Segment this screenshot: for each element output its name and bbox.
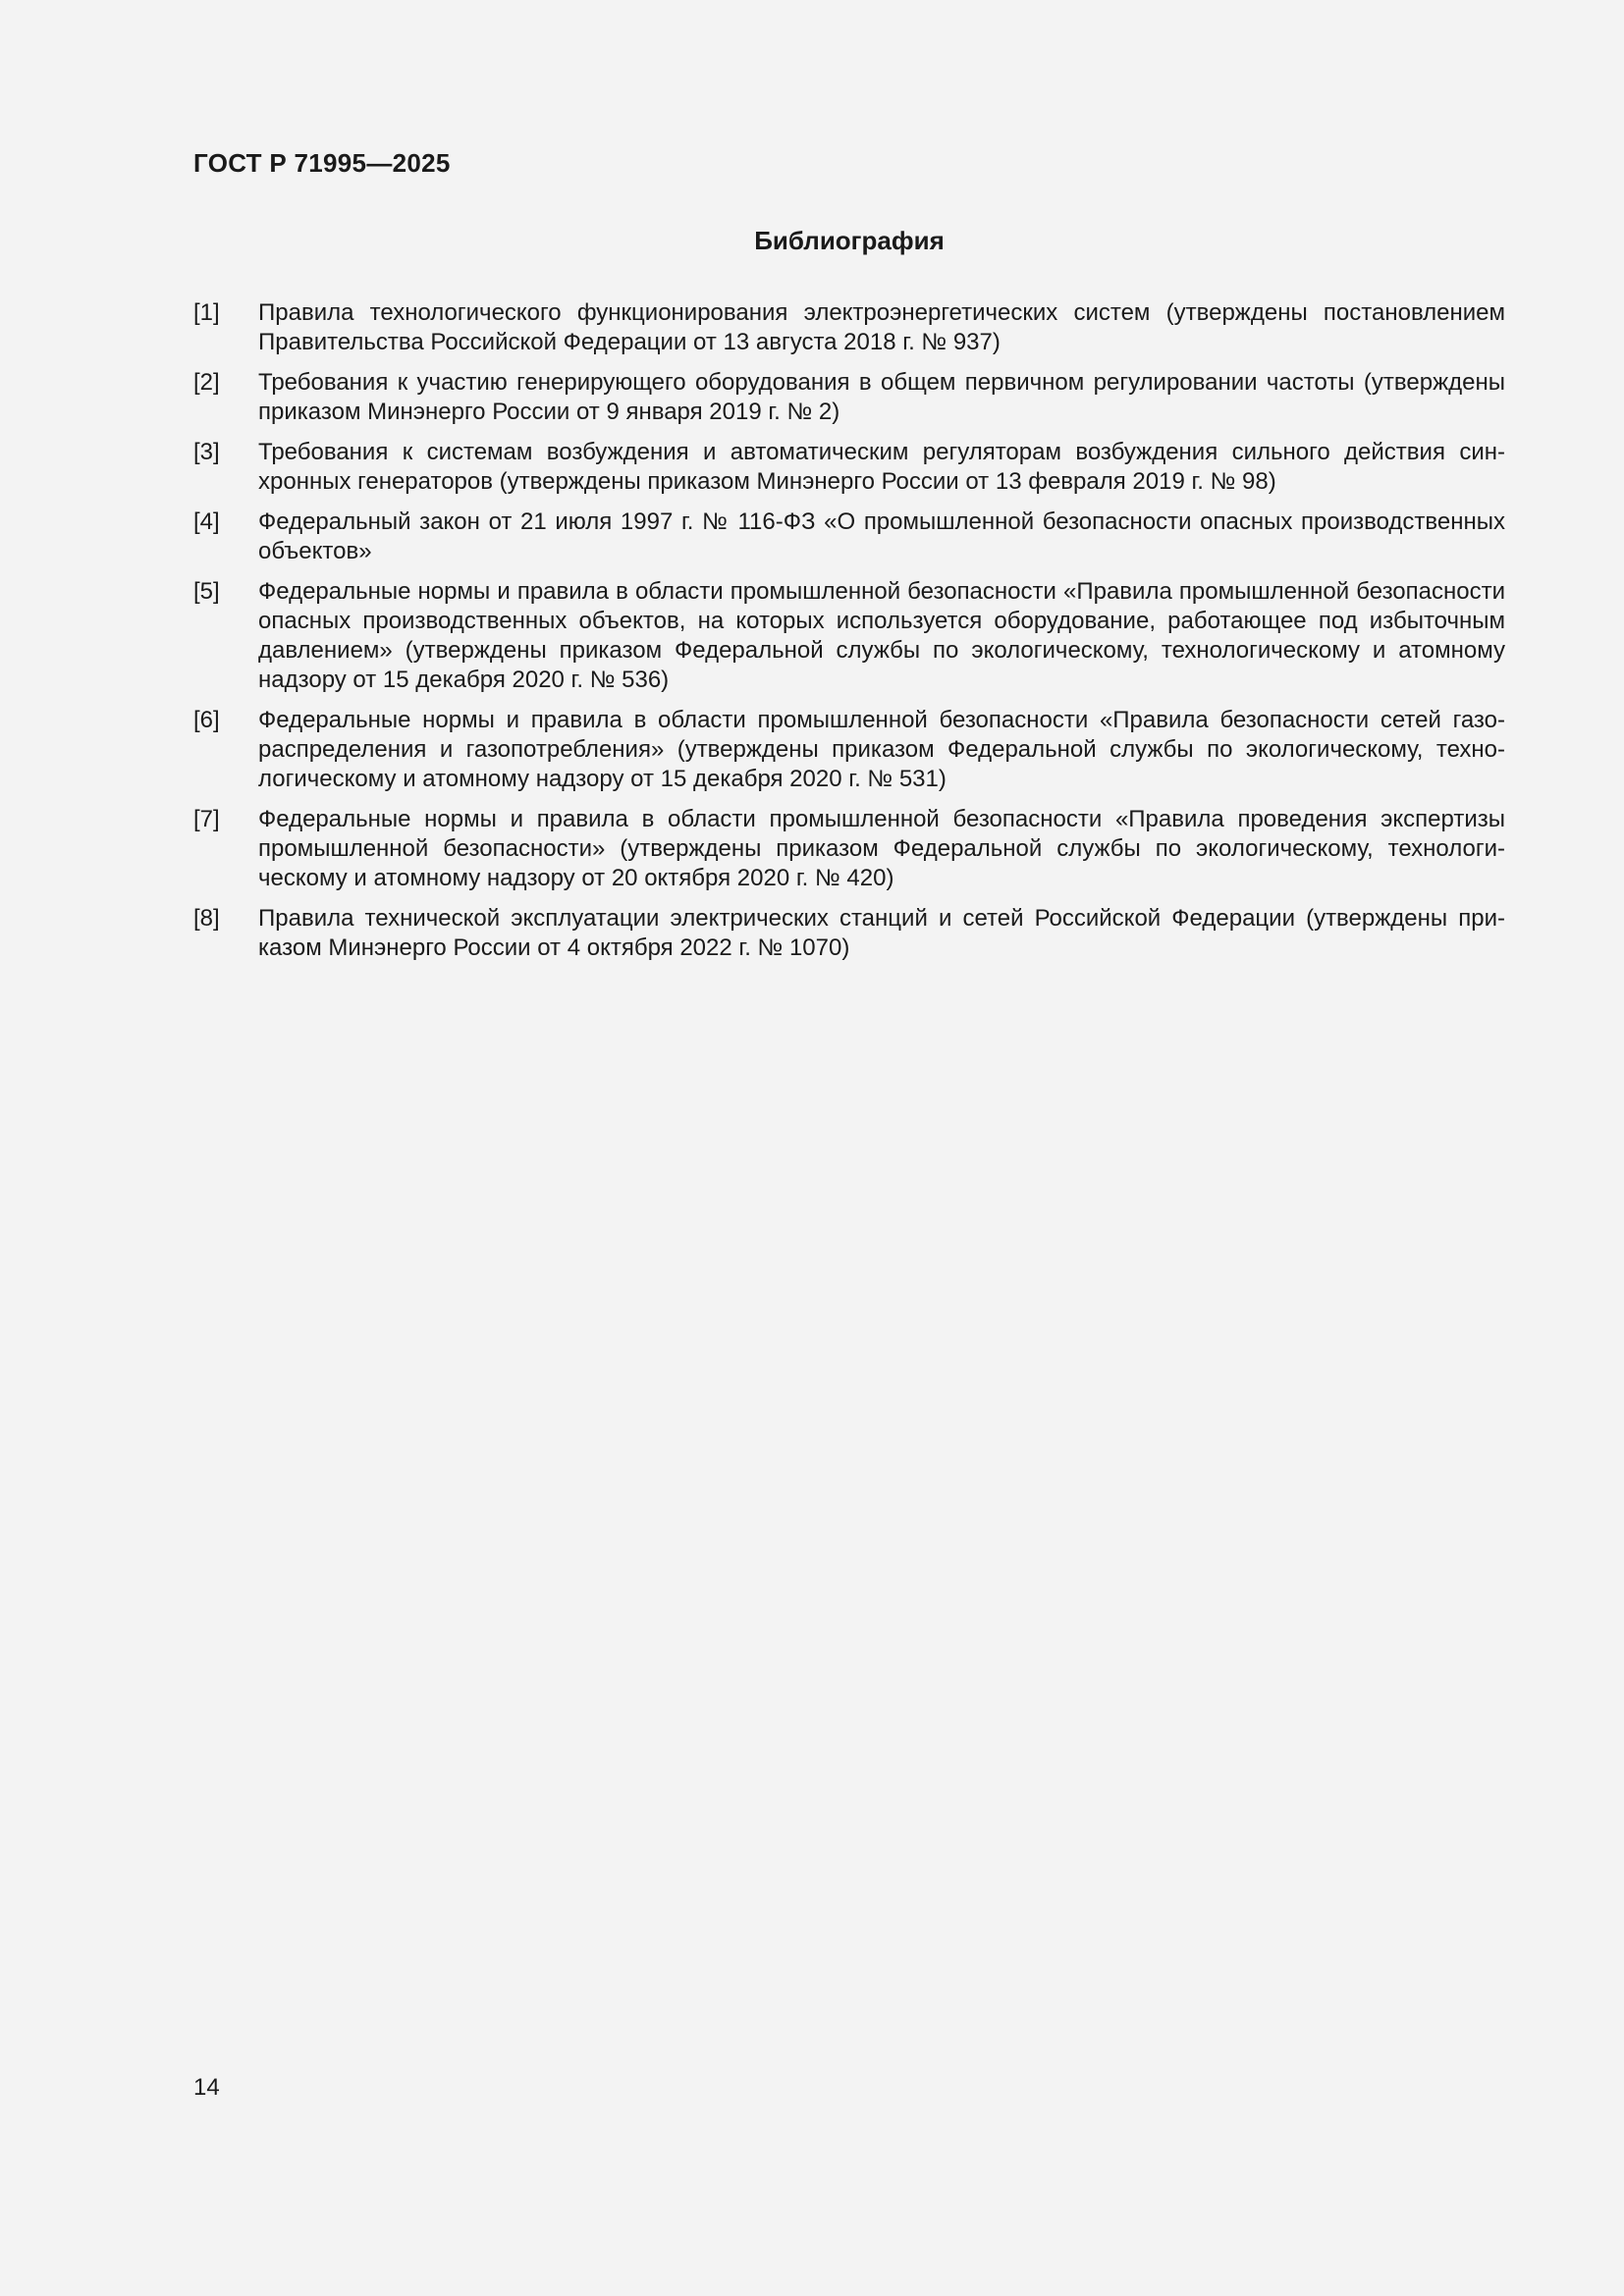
bibliography-entry	[193, 507, 1505, 566]
bibliography-entry-number: [8]	[193, 905, 220, 932]
bibliography-entry	[193, 368, 1505, 427]
document-code: ГОСТ Р 71995—2025	[193, 148, 451, 178]
bibliography-entry-text: Федеральные нормы и правила в области промышленной безопасности «Правила промышленной безопасности опасных производственных объектов, на которых используется оборудование, работающее под избыточным давлением» (утверждены приказом Федеральной службы по экологическому, технологическому и атомному надзору от 15 декабря 2020 г. № 536)	[258, 578, 1505, 693]
bibliography-entry	[193, 706, 1505, 794]
bibliography-entry-number: [7]	[193, 806, 220, 832]
bibliography-entry-text: Федеральные нормы и правила в области промышленной безопасности «Правила проведения экспертизы промышленной безопасности» (утверждены приказом Федеральной службы по экологическому, технологическому и атомному надзору от 20 октября 2020 г. № 420)	[258, 806, 1505, 891]
section-title: Библиография	[754, 226, 945, 255]
bibliography-entry-number: [2]	[193, 369, 220, 396]
bibliography-entry-text: Правила технологического функционирования электроэнергетических систем (утверждены постановлением Правительства Российской Федерации от 13 августа 2018 г. № 937)	[258, 299, 1505, 355]
bibliography-entry-text: Требования к системам возбуждения и автоматическим регуляторам возбуждения сильного действия синхронных генераторов (утверждены приказом Минэнерго России от 13 февраля 2019 г. № 98)	[258, 439, 1505, 495]
bibliography-entry	[193, 438, 1505, 497]
bibliography-entry-number: [3]	[193, 439, 220, 465]
bibliography-entry	[193, 577, 1505, 695]
page-number: 14	[193, 2074, 220, 2101]
bibliography-list	[193, 298, 1505, 974]
bibliography-entry-text: Федеральный закон от 21 июля 1997 г. № 116-ФЗ «О промышленной безопасности опасных производственных объектов»	[258, 508, 1505, 564]
bibliography-entry-number: [5]	[193, 578, 220, 605]
bibliography-entry-number: [1]	[193, 299, 220, 326]
bibliography-entry	[193, 805, 1505, 893]
bibliography-entry-number: [4]	[193, 508, 220, 535]
bibliography-entry-text: Правила технической эксплуатации электрических станций и сетей Российской Федерации (утверждены приказом Минэнерго России от 4 октября 2022 г. № 1070)	[258, 905, 1505, 961]
bibliography-entry-text: Федеральные нормы и правила в области промышленной безопасности «Правила безопасности сетей газораспределения и газопотребления» (утверждены приказом Федеральной службы по экологическому, технологическому и атомному надзору от 15 декабря 2020 г. № 531)	[258, 707, 1505, 792]
bibliography-entry-number: [6]	[193, 707, 220, 733]
bibliography-entry	[193, 298, 1505, 357]
bibliography-entry-text: Требования к участию генерирующего оборудования в общем первичном регулировании частоты (утверждены приказом Минэнерго России от 9 января 2019 г. № 2)	[258, 369, 1505, 425]
bibliography-entry	[193, 904, 1505, 963]
